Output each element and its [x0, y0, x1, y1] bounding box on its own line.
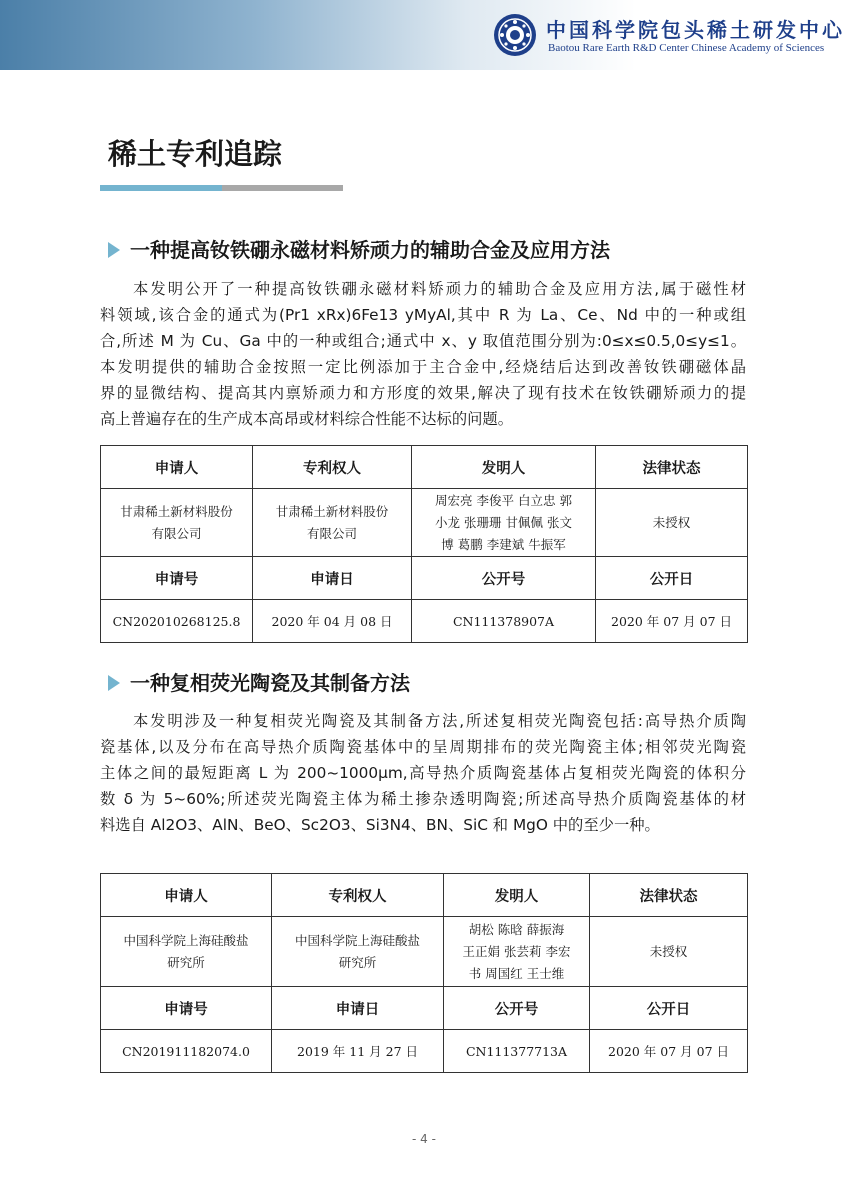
table-row — [101, 917, 748, 987]
legal-status-cell: 未授权 — [590, 917, 748, 987]
patentee-line: 研究所 — [338, 954, 377, 970]
page-number: - 4 - — [412, 1132, 436, 1146]
pub-date-cell: 2020 年 07 月 07 日 — [596, 600, 748, 643]
header-patentee: 专利权人 — [272, 874, 444, 917]
section-heading — [108, 667, 410, 696]
inventor-line: 王正娟 张芸莉 李宏 — [462, 943, 571, 959]
header-inventor: 发明人 — [412, 446, 596, 489]
abstract-line: 数 δ 为 5~60%;所述荧光陶瓷主体为稀土掺杂透明陶瓷;所述高导热介质陶瓷基体的材 — [100, 790, 746, 808]
table-header-row — [101, 987, 748, 1030]
applicant-line: 中国科学院上海硅酸盐 — [123, 932, 249, 948]
pub-no-cell: CN111377713A — [444, 1030, 590, 1073]
section-abstract — [100, 708, 746, 838]
legal-status-cell: 未授权 — [596, 489, 748, 557]
app-date-cell: 2020 年 04 月 08 日 — [253, 600, 412, 643]
header-pub-date: 公开日 — [596, 557, 748, 600]
applicant-line: 研究所 — [167, 954, 205, 970]
title-underline-accent — [100, 185, 222, 191]
table-header-row — [101, 557, 748, 600]
header-pub-date: 公开日 — [590, 987, 748, 1030]
patentee-line: 有限公司 — [306, 525, 357, 541]
org-name-en: Baotou Rare Earth R&D Center Chinese Academy of Sciences — [548, 42, 825, 54]
abstract-line: 界的显微结构、提高其内禀矫顽力和方形度的效果,解决了现有技术在钕铁硼矫顽力的提 — [100, 384, 746, 402]
table-row — [101, 1030, 748, 1073]
abstract-line: 料领域,该合金的通式为(Pr1 xRx)6Fe13 yMyAl,其中 R 为 La、Ce、Nd 中的一种或组 — [100, 306, 746, 324]
abstract-line: 料选自 Al2O3、AlN、BeO、Sc2O3、Si3N4、BN、SiC 和 MgO 中的至少一种。 — [100, 816, 660, 834]
header-pub-no: 公开号 — [412, 557, 596, 600]
header-legal-status: 法律状态 — [596, 446, 748, 489]
inventor-line: 博 葛鹏 李建斌 牛振军 — [441, 536, 566, 552]
app-no-cell: CN201911182074.0 — [101, 1030, 272, 1073]
title-underline-gray — [222, 185, 343, 191]
app-no-cell: CN202010268125.8 — [101, 600, 253, 643]
section-abstract — [100, 276, 746, 432]
patent-info-table — [100, 873, 748, 1073]
patentee-line: 甘肃稀土新材料股份 — [275, 503, 389, 519]
pub-date-cell: 2020 年 07 月 07 日 — [590, 1030, 748, 1073]
pub-no-cell: CN111378907A — [412, 600, 596, 643]
table-header-row — [101, 446, 748, 489]
applicant-line: 甘肃稀土新材料股份 — [120, 503, 233, 519]
abstract-line: 本发明提供的辅助合金按照一定比例添加于主合金中,经烧结后达到改善钕铁硼磁体晶 — [100, 358, 746, 376]
patentee-line: 中国科学院上海硅酸盐 — [294, 932, 420, 948]
header-inventor: 发明人 — [444, 874, 590, 917]
app-date-cell: 2019 年 11 月 27 日 — [272, 1030, 444, 1073]
abstract-line: 合,所述 M 为 Cu、Ga 中的一种或组合;通式中 x、y 取值范围分别为:0≤x≤0.5,0≤y≤1。 — [100, 332, 746, 350]
section-heading-text: 一种提高钕铁硼永磁材料矫顽力的辅助合金及应用方法 — [130, 238, 610, 262]
patent-info-table — [100, 445, 748, 643]
abstract-line: 瓷基体,以及分布在高导热介质陶瓷基体中的呈周期排布的荧光陶瓷主体;相邻荧光陶瓷 — [100, 738, 746, 756]
applicant-cell — [101, 917, 272, 987]
header-pub-no: 公开号 — [444, 987, 590, 1030]
header-legal-status: 法律状态 — [590, 874, 748, 917]
table-row — [101, 600, 748, 643]
patentee-cell — [272, 917, 444, 987]
inventor-cell — [412, 489, 596, 557]
table-row — [101, 489, 748, 557]
section-heading — [108, 234, 610, 263]
triangle-bullet-icon — [108, 242, 120, 258]
header-app-no: 申请号 — [101, 557, 253, 600]
abstract-line: 高上普遍存在的生产成本高昂或材料综合性能不达标的问题。 — [100, 410, 514, 428]
section-heading-text: 一种复相荧光陶瓷及其制备方法 — [130, 671, 410, 695]
abstract-line: 主体之间的最短距离 L 为 200~1000μm,高导热介质陶瓷基体占复相荧光陶瓷的体积分 — [100, 764, 746, 782]
page-title: 稀土专利追踪 — [108, 137, 283, 171]
org-name-cn: 中国科学院包头稀土研发中心 — [546, 18, 845, 42]
abstract-line: 本发明公开了一种提高钕铁硼永磁材料矫顽力的辅助合金及应用方法,属于磁性材 — [133, 280, 746, 298]
triangle-bullet-icon — [108, 675, 120, 691]
inventor-line: 胡松 陈晗 薛振海 — [468, 921, 565, 937]
inventor-line: 书 周国红 王士维 — [468, 965, 565, 981]
table-header-row — [101, 874, 748, 917]
inventor-cell — [444, 917, 590, 987]
header-app-no: 申请号 — [101, 987, 272, 1030]
applicant-line: 有限公司 — [151, 525, 202, 541]
header-app-date: 申请日 — [253, 557, 412, 600]
cas-logo-icon — [493, 13, 537, 57]
applicant-cell — [101, 489, 253, 557]
header-applicant: 申请人 — [101, 446, 253, 489]
inventor-line: 小龙 张珊珊 甘佩佩 张文 — [435, 514, 572, 530]
patentee-cell — [253, 489, 412, 557]
header-applicant: 申请人 — [101, 874, 272, 917]
header-patentee: 专利权人 — [253, 446, 412, 489]
abstract-line: 本发明涉及一种复相荧光陶瓷及其制备方法,所述复相荧光陶瓷包括:高导热介质陶 — [133, 712, 746, 730]
inventor-line: 周宏亮 李俊平 白立忠 郭 — [435, 492, 572, 508]
header-app-date: 申请日 — [272, 987, 444, 1030]
